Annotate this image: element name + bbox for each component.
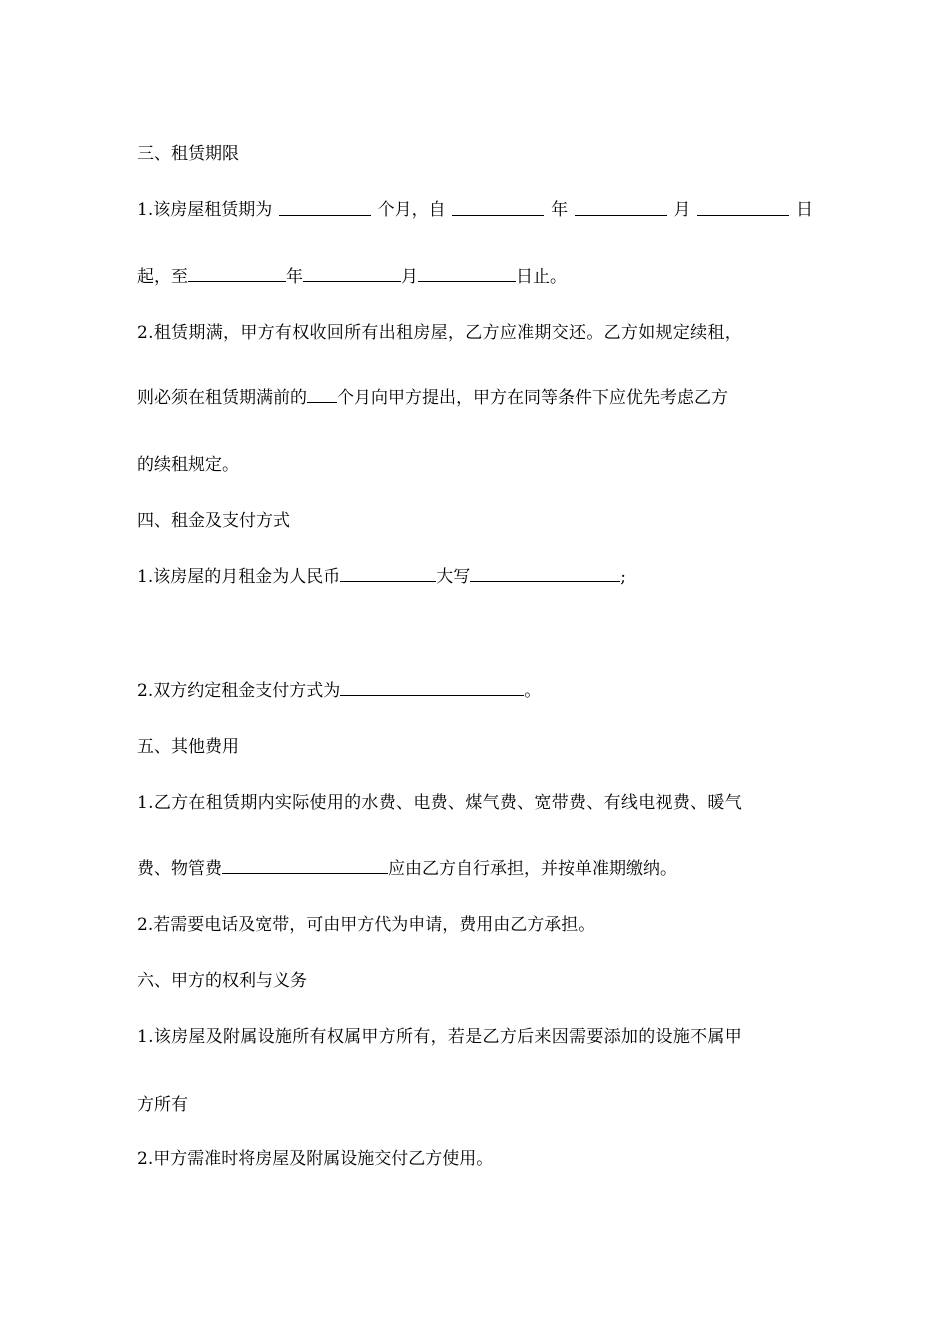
rent-capital-blank [470, 564, 620, 582]
s3-p1-text-h: 月 [401, 267, 418, 287]
s4-p1 [137, 564, 626, 589]
end-year-blank [188, 264, 286, 282]
s4-p1-text-a: 1.该房屋的月租金为人民币 [137, 567, 341, 587]
s5-p1-text-c: 应由乙方自行承担，并按单准期缴纳。 [388, 859, 677, 879]
payment-method-blank [340, 678, 524, 696]
s4-p2 [137, 678, 541, 703]
section-6-heading: 六、甲方的权利与义务 [137, 971, 307, 991]
s3-p1-line1 [137, 198, 813, 222]
s3-p2-text-b: 则必须在租赁期满前的 [137, 388, 307, 408]
s3-p1-text-c: 年 [551, 200, 569, 220]
s5-p1-text-b: 费、物管费 [137, 859, 222, 879]
section-3-heading: 三、租赁期限 [137, 144, 239, 164]
s3-p1-text-e: 日 [795, 200, 813, 220]
notice-months-blank [307, 385, 337, 403]
s3-p1-text-b: 个月，自 [377, 200, 446, 220]
s4-p1-text-c: ; [620, 567, 626, 587]
section-4-heading: 四、租金及支付方式 [137, 511, 290, 531]
s3-p1-text-g: 年 [286, 267, 303, 287]
s3-p2-text-c: 个月向甲方提出，甲方在同等条件下应优先考虑乙方 [337, 388, 728, 408]
s5-p2: 2.若需要电话及宽带，可由甲方代为申请，费用由乙方承担。 [137, 915, 596, 935]
rent-amount-blank [340, 564, 436, 582]
s3-p2-line2 [137, 385, 728, 410]
s4-p2-text-b: 。 [524, 681, 542, 701]
s3-p1-text-d: 月 [673, 200, 691, 220]
start-month-blank [575, 198, 667, 216]
s3-p1-text-i: 日止。 [516, 267, 567, 287]
s6-p1-line1: 1.该房屋及附属设施所有权属甲方所有，若是乙方后来因需要添加的设施不属甲 [137, 1027, 743, 1047]
s4-p2-text-a: 2.双方约定租金支付方式为 [137, 681, 341, 701]
s6-p2: 2.甲方需准时将房屋及附属设施交付乙方使用。 [137, 1149, 494, 1169]
section-5-heading: 五、其他费用 [137, 737, 239, 757]
s3-p2-line3: 的续租规定。 [137, 455, 239, 475]
s4-p1-text-b: 大写 [436, 567, 471, 587]
s3-p1-line2 [137, 264, 567, 289]
s5-p1-line2 [137, 856, 677, 881]
start-day-blank [697, 198, 789, 216]
other-fees-blank [222, 856, 388, 874]
s3-p1-text-a: 1.该房屋租赁期为 [137, 200, 273, 220]
start-year-blank [452, 198, 544, 216]
s3-p2-line1: 2.租赁期满，甲方有权收回所有出租房屋，乙方应准期交还。乙方如规定续租， [137, 323, 743, 343]
months-blank [279, 198, 371, 216]
end-day-blank [418, 264, 516, 282]
s6-p1-line2: 方所有 [137, 1095, 188, 1115]
s3-p1-text-f: 起，至 [137, 267, 188, 287]
end-month-blank [303, 264, 401, 282]
s5-p1-line1: 1.乙方在租赁期内实际使用的水费、电费、煤气费、宽带费、有线电视费、暖气 [137, 793, 743, 813]
